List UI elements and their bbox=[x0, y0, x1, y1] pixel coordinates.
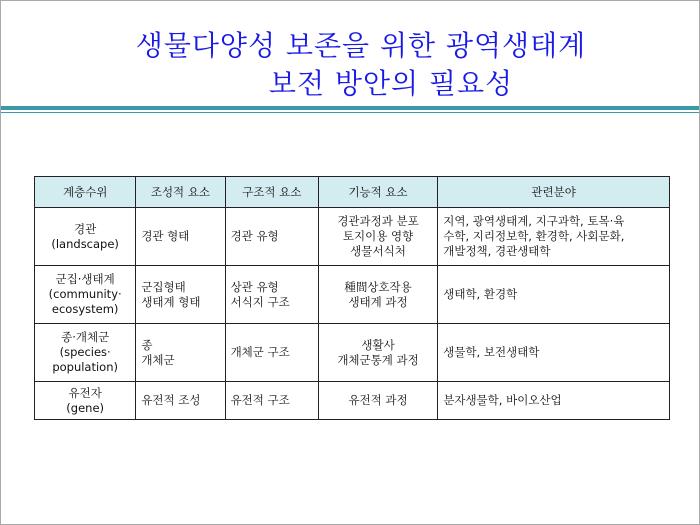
cell-line: 생활사 bbox=[361, 337, 395, 352]
cell-line: 수학, 지리정보학, 환경학, 사회문화, bbox=[443, 229, 625, 243]
cell-function bbox=[318, 382, 437, 420]
cell-line: 개체군통계 과정 bbox=[337, 352, 419, 367]
cell-composition bbox=[136, 382, 225, 420]
cell-line: 지역, 광역생태계, 지구과학, 토목·육 bbox=[443, 214, 625, 228]
cell-line: (species· bbox=[59, 345, 111, 359]
cell-line: 경관과정과 분포 bbox=[337, 214, 419, 228]
table-row bbox=[35, 266, 670, 324]
cell-function bbox=[318, 266, 437, 324]
cell-line: 생태계 형태 bbox=[141, 294, 201, 309]
cell-line: population) bbox=[52, 360, 118, 374]
cell-structure bbox=[225, 208, 318, 266]
cell-line: 생물서식처 bbox=[350, 244, 406, 258]
header-function: 기능적 요소 bbox=[318, 177, 437, 208]
cell-line: 생물학, 보전생태학 bbox=[443, 345, 540, 359]
header-level: 계층수위 bbox=[35, 177, 136, 208]
cell-level bbox=[35, 324, 136, 382]
title-line-2: 보전 방안의 필요성 bbox=[268, 67, 514, 100]
header-structure: 구조적 요소 bbox=[225, 177, 318, 208]
cell-function bbox=[318, 324, 437, 382]
cell-line: 유전자 bbox=[68, 385, 102, 400]
cell-fields bbox=[438, 208, 670, 266]
cell-line: 種間상호작용 bbox=[344, 279, 412, 294]
table-row bbox=[35, 324, 670, 382]
cell-line: 개발정책, 경관생태학 bbox=[443, 244, 551, 258]
cell-line: 개체군 bbox=[141, 352, 175, 367]
slide-title bbox=[61, 27, 661, 103]
cell-line: (community· bbox=[48, 287, 122, 301]
cell-line: 군집·생태계 bbox=[55, 272, 115, 286]
title-divider-thick bbox=[1, 106, 699, 110]
cell-line: 유전적 조성 bbox=[141, 393, 201, 407]
cell-line: 군집형태 bbox=[141, 279, 186, 294]
cell-line: 분자생물학, 바이오산업 bbox=[443, 393, 562, 407]
cell-fields bbox=[438, 266, 670, 324]
table-header-row bbox=[35, 177, 670, 208]
cell-structure bbox=[225, 324, 318, 382]
cell-line: 토지이용 영향 bbox=[342, 229, 414, 243]
cell-composition bbox=[136, 266, 225, 324]
cell-line: 종·개체군 bbox=[61, 330, 110, 344]
cell-fields bbox=[438, 382, 670, 420]
table-row bbox=[35, 208, 670, 266]
cell-line: 개체군 구조 bbox=[230, 345, 290, 359]
title-line-1: 생물다양성 보존을 위한 광역생태계 bbox=[135, 29, 587, 62]
cell-line: 상관 유형 bbox=[230, 279, 279, 294]
header-composition: 조성적 요소 bbox=[136, 177, 225, 208]
cell-composition bbox=[136, 208, 225, 266]
cell-line: 경관 유형 bbox=[230, 229, 279, 243]
cell-line: 경관 bbox=[74, 221, 97, 236]
cell-line: ecosystem) bbox=[51, 302, 119, 316]
cell-structure bbox=[225, 382, 318, 420]
cell-level bbox=[35, 266, 136, 324]
cell-line: 경관 형태 bbox=[141, 229, 190, 243]
cell-line: 생태학, 환경학 bbox=[443, 287, 518, 301]
cell-function bbox=[318, 208, 437, 266]
cell-line: 유전적 과정 bbox=[348, 393, 408, 407]
cell-fields bbox=[438, 324, 670, 382]
cell-line: (landscape) bbox=[51, 236, 119, 251]
header-fields: 관련분야 bbox=[438, 177, 670, 208]
cell-composition bbox=[136, 324, 225, 382]
title-divider-thin bbox=[1, 112, 699, 113]
cell-structure bbox=[225, 266, 318, 324]
cell-line: 생태계 과정 bbox=[348, 294, 408, 309]
cell-line: (gene) bbox=[66, 400, 105, 415]
cell-level bbox=[35, 208, 136, 266]
cell-line: 유전적 구조 bbox=[230, 393, 290, 407]
cell-line: 서식지 구조 bbox=[230, 294, 290, 309]
hierarchy-table bbox=[34, 176, 670, 420]
table-row bbox=[35, 382, 670, 420]
cell-level bbox=[35, 382, 136, 420]
cell-line: 종 bbox=[141, 337, 153, 352]
